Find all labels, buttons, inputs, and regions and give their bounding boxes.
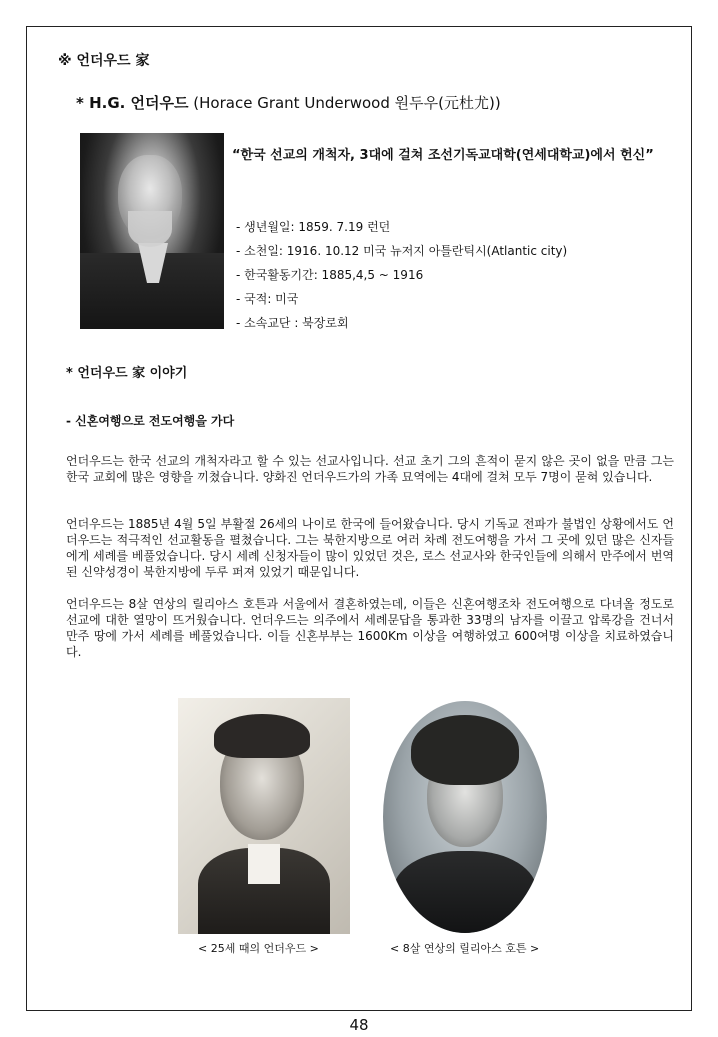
facts-list	[236, 215, 567, 335]
paragraph: 언더우드는 8살 연상의 릴리아스 호튼과 서울에서 결혼하였는데, 이들은 신혼여행조차 전도여행으로 다녀올 정도로 선교에 대한 열망이 뜨거웠습니다. 언더우드는 의주에서 세례문답을 통과한 33명의 남자를 이끌고 압록강을 건너서 만주 땅에 가서 세례를 베풀었습니다. 이들 신혼부부는 1600Km 이상을 여행하였고 600여명 이상을 치료하였습니다.	[66, 597, 674, 659]
paragraph: 언더우드는 한국 선교의 개척자라고 할 수 있는 선교사입니다. 선교 초기 그의 흔적이 묻지 않은 곳이 없을 만큼 그는 한국 교회에 많은 영향을 끼쳤습니다. 양화진 언더우드가의 가족 묘역에는 4대에 걸쳐 모두 7명이 묻혀 있습니다.	[66, 454, 674, 484]
paragraph: 언더우드는 1885년 4월 5일 부활절 26세의 나이로 한국에 들어왔습니다. 당시 기독교 전파가 불법인 상황에서도 언더우드는 적극적인 선교활동을 펼쳤습니다. 그는 북한지방으로 여러 차례 전도여행을 가서 그 곳에 있던 많은 신자들에게 세례를 베풀었습니다. 당시 세례 신청자들이 많이 있었던 것은, 로스 선교사와 한국인들에 의해서 만주에서 번역된 신약성경이 북한지방에 두루 퍼져 있었기 때문입니다.	[66, 517, 674, 579]
fact-korea-period: - 한국활동기간: 1885,4,5 ~ 1916	[236, 268, 424, 282]
lillias-horton-photo	[381, 699, 550, 935]
sub-title: * 언더우드 家 이야기	[66, 366, 188, 381]
story-title: - 신혼여행으로 전도여행을 가다	[66, 414, 235, 428]
person-title	[76, 92, 501, 113]
underwood-portrait-photo	[80, 133, 224, 329]
person-detail: (Horace Grant Underwood 원두우(元杜尤))	[188, 94, 501, 112]
fact-death: - 소천일: 1916. 10.12 미국 뉴저지 아틀란틱시(Atlantic city)	[236, 244, 568, 258]
young-underwood-photo	[178, 698, 350, 934]
quote: “한국 선교의 개척자, 3대에 걸쳐 조선기독교대학(연세대학교)에서 헌신”	[232, 148, 654, 163]
caption-underwood: < 25세 때의 언더우드 >	[198, 942, 319, 955]
fact-denomination: - 소속교단 : 북장로회	[236, 316, 349, 330]
page-number: 48	[349, 1016, 369, 1034]
section-title: ※ 언더우드 家	[58, 53, 150, 69]
caption-lillias: < 8살 연상의 릴리아스 호튼 >	[390, 942, 540, 955]
person-name: * H.G. 언더우드	[76, 94, 189, 112]
fact-birth: - 생년월일: 1859. 7.19 런던	[236, 220, 391, 234]
fact-nationality: - 국적: 미국	[236, 292, 299, 306]
